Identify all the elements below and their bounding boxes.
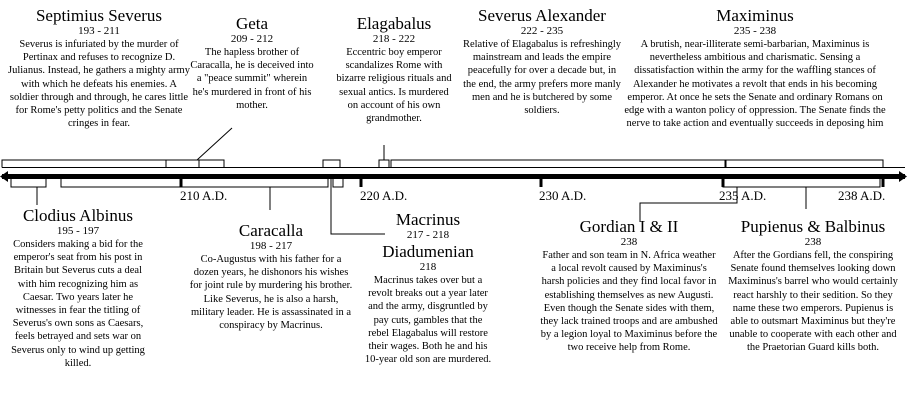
emperor-description: Father and son team in N. Africa weather a local revolt caused by Maximinus's harsh policies and they find local favor in establishing themselves as new Augusti. Even though the Senate sides with them, they lack trained troops and are ambushed by a legion loyal to Maximinus before the two receive help from Rome.	[540, 250, 718, 354]
emperor-dates: 238	[620, 236, 638, 248]
emperor-name: Clodius Albinus	[22, 206, 134, 225]
emperor-dates: 217 - 218	[406, 229, 450, 241]
emperor-dates: 235 - 238	[733, 25, 777, 37]
entry-geta	[190, 14, 314, 112]
axis-label-220: 220 A.D.	[360, 188, 408, 203]
emperor-description: Considers making a bid for the emperor's seat from his post in Britain but Severus cuts a deal with him recognizing him as Caesar. Two years later he witnesses in fear the titling of Severus's own sons as Caesars, feels betrayed and sets war on Severus only to wind up getting killed.	[11, 239, 145, 369]
emperor-description: Relative of Elagabalus is refreshingly mainstream and leads the empire peacefully for over a decade but, in the end, the army prefers more manly men and he is butchered by some soldiers.	[462, 39, 622, 117]
axis-label-230: 230 A.D.	[539, 188, 587, 203]
emperor-name: Caracalla	[238, 221, 304, 240]
span-macrinus-bottom	[333, 179, 343, 187]
entry-macrinus-diadumenian	[364, 210, 492, 366]
entry-clodius-albinus	[4, 206, 152, 370]
emperor-name-diadumenian: Diadumenian	[382, 242, 474, 261]
span-macrinus-top	[323, 160, 340, 168]
span-geta	[166, 160, 224, 168]
emperor-name: Gordian I & II	[579, 217, 679, 236]
entry-septimius-severus	[6, 6, 192, 130]
emperor-description: A brutish, near-illiterate semi-barbarian, Maximinus is nevertheless ambitious and charismatic. Sensing a dissatisfaction within the army for the waffling stances of Alexander he motivates a revolt that ends in his becoming emperor. At once he sets the Senate and ordinary Romans on edge with a wanton policy of oppression. The Senate finds the nerve to take action and eventually succeeds in deposing him	[624, 39, 886, 130]
emperor-dates: 193 - 211	[78, 25, 120, 37]
timeline-bar	[2, 174, 905, 179]
span-clodius-albinus	[11, 179, 46, 187]
emperor-description: The hapless brother of Caracalla, he is deceived into a "peace summit" wherein he's murdered in front of his mother.	[190, 47, 314, 111]
axis-label-210: 210 A.D.	[180, 188, 228, 203]
span-severus-alexander	[391, 160, 725, 168]
entry-pupienus-balbinus	[728, 217, 898, 355]
emperor-description: Severus is infuriated by the murder of Pertinax and refuses to recognize D. Julianus. Instead, he gathers a mighty army with which he defeats his enemies. A soldier through and through, he cares little for Rome's petty politics and the Senate cringes in fear.	[8, 39, 190, 130]
span-maximinus	[726, 160, 883, 168]
emperor-dates: 209 - 212	[230, 33, 274, 45]
emperor-name: Pupienus & Balbinus	[740, 217, 886, 236]
emperor-description: Co-Augustus with his father for a dozen years, he dishonors his wishes for joint rule by murdering his brother. Like Severus, he is also a harsh, military leader. He is assassinated in a conspiracy by Macrinus.	[189, 254, 353, 332]
span-septimius-severus	[2, 160, 199, 168]
emperor-name: Elagabalus	[356, 14, 432, 33]
axis-label-235: 235 A.D.	[719, 188, 767, 203]
timeline-arrow-right	[899, 171, 907, 182]
emperor-description: Eccentric boy emperor scandalizes Rome with bizarre religious rituals and sexual antics. Is murdered on account of his own grandmother.	[336, 47, 452, 125]
emperor-dates: 218 - 222	[372, 33, 416, 45]
emperor-name: Macrinus	[395, 210, 461, 229]
span-gordian	[723, 179, 880, 187]
emperor-description: After the Gordians fell, the conspiring Senate found themselves looking down Maximinus's barrel who would certainly react harshly to their sedition. So they name these two emperors. Pupienus is able to outsmart Maximinus but they're unable to cooperate with each other and the Praetorian Guard kills both.	[728, 250, 898, 354]
emperor-dates: 195 - 197	[56, 225, 100, 237]
entry-caracalla	[188, 221, 354, 332]
connector-geta	[197, 128, 232, 160]
timeline-arrow-left	[0, 171, 8, 182]
emperor-dates: 222 - 235	[520, 25, 564, 37]
emperor-name: Septimius Severus	[35, 6, 163, 25]
entry-maximinus	[620, 6, 890, 130]
span-caracalla	[61, 179, 328, 187]
emperor-dates: 198 - 217	[249, 240, 293, 252]
emperor-name: Severus Alexander	[478, 6, 606, 25]
emperor-dates-diadumenian: 218	[419, 261, 437, 273]
axis-label-238: 238 A.D.	[838, 188, 886, 203]
emperor-name: Geta	[235, 14, 269, 33]
entry-severus-alexander	[462, 6, 622, 117]
emperor-description: Macrinus takes over but a revolt breaks out a year later and the army, disgruntled by pay cuts, gambles that the rebel Elagabalus will restore their wages. Both he and his 10-year old son are murdered.	[364, 275, 492, 366]
entry-gordian	[540, 217, 718, 355]
emperor-dates: 238	[804, 236, 822, 248]
emperor-name: Maximinus	[716, 6, 794, 25]
span-elagabalus	[379, 160, 389, 168]
entry-elagabalus	[334, 14, 454, 125]
